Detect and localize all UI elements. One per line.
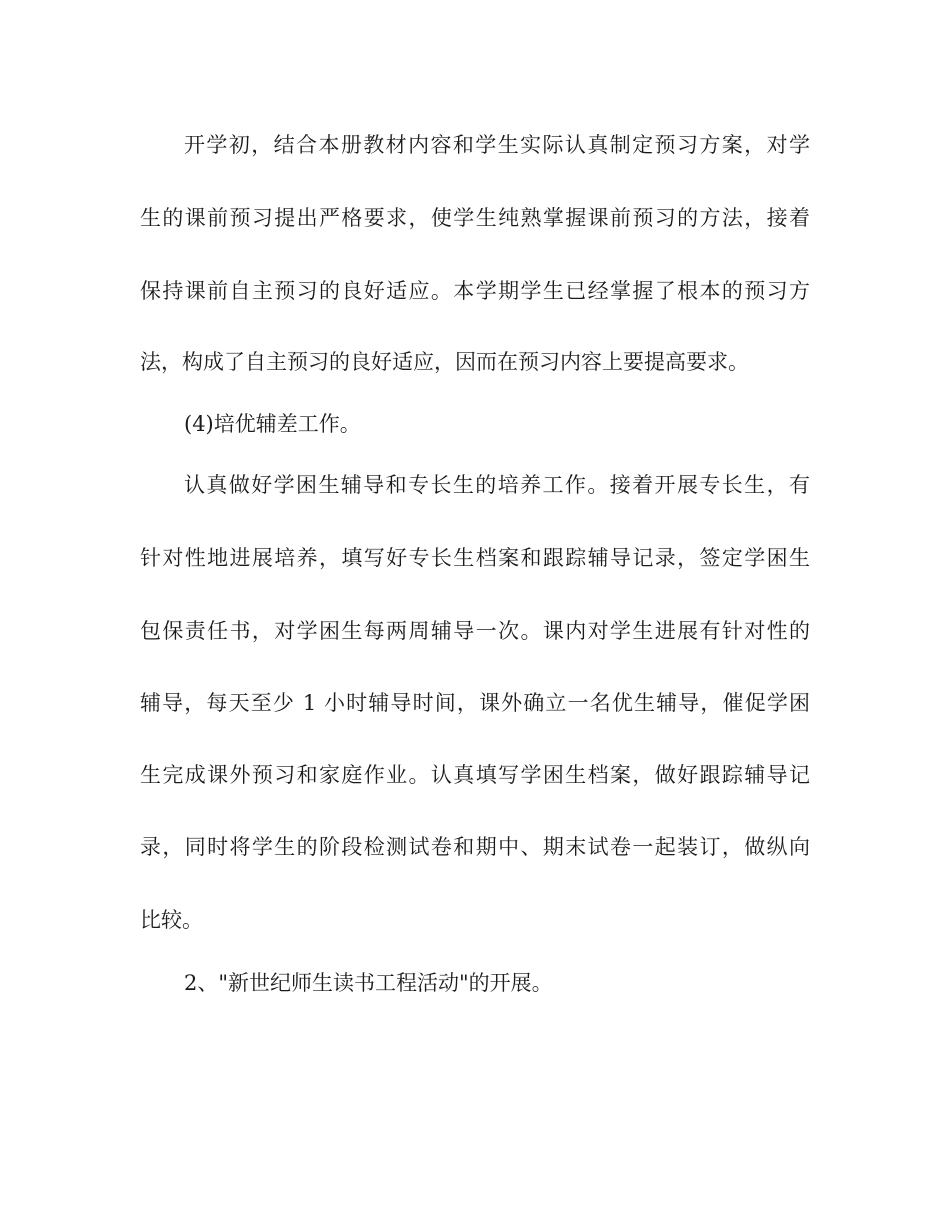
paragraph-line-3: 保持课前自主预习的良好适应。本学期学生已经掌握了根本的预习方 [140,279,810,303]
section-heading: (4)培优辅差工作。 [184,412,361,436]
paragraph-line-1: 开学初，结合本册教材内容和学生实际认真制定预习方案，对学 [184,133,810,157]
paragraph-line-2: 生的课前预习提出严格要求，使学生纯熟掌握课前预习的方法，接着 [140,206,810,230]
paragraph-line-11: 录，同时将学生的阶段检测试卷和期中、期末试卷一起装订，做纵向 [140,835,810,859]
section-heading-2: 2、"新世纪师生读书工程活动"的开展。 [184,971,553,995]
paragraph-line-12: 比较。 [140,908,203,932]
paragraph-line-7: 针对性地进展培养，填写好专长生档案和跟踪辅导记录，签定学困生 [140,546,810,570]
paragraph-line-6: 认真做好学困生辅导和专长生的培养工作。接着开展专长生，有 [184,473,810,497]
paragraph-line-9: 辅导，每天至少 1 小时辅导时间，课外确立一名优生辅导，催促学困 [140,691,810,715]
paragraph-line-10: 生完成课外预习和家庭作业。认真填写学困生档案，做好跟踪辅导记 [140,763,810,787]
paragraph-line-4: 法，构成了自主预习的良好适应，因而在预习内容上要提高要求。 [140,350,749,374]
paragraph-line-8: 包保责任书，对学困生每两周辅导一次。课内对学生进展有针对性的 [140,619,810,643]
